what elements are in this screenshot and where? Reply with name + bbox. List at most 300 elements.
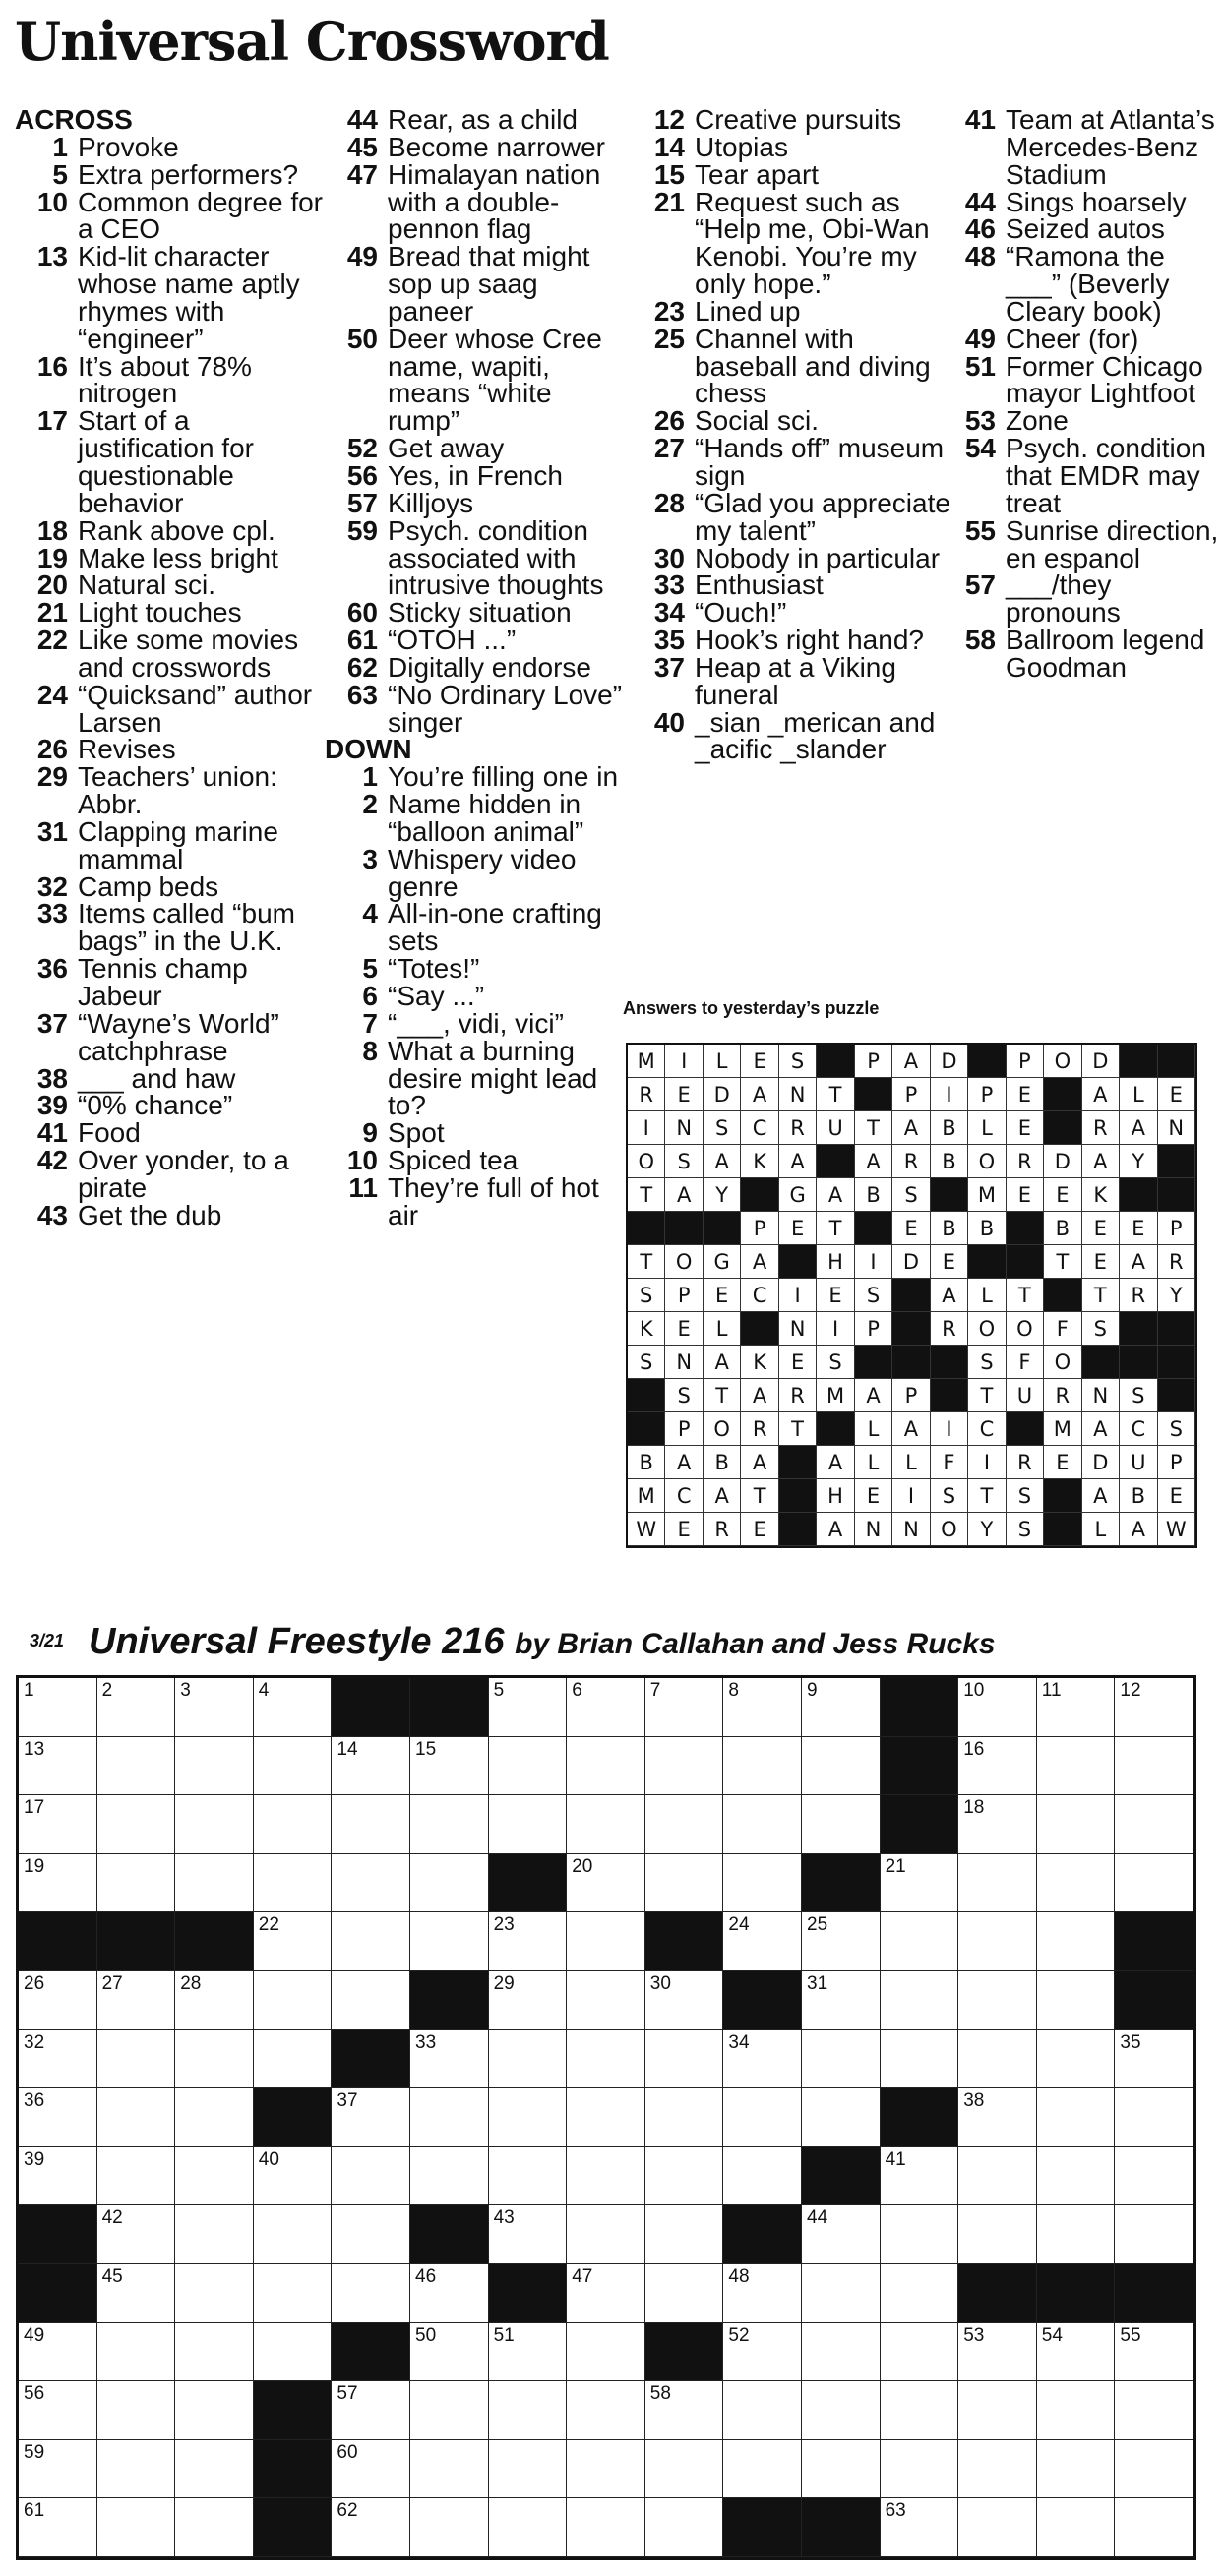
across-clue-56	[325, 459, 630, 491]
answer-cell: K	[741, 1145, 778, 1178]
grid-cell[interactable]	[958, 2088, 1037, 2147]
grid-cell[interactable]	[97, 1971, 176, 2030]
grid-cell[interactable]	[881, 2498, 959, 2557]
answer-black-square	[779, 1479, 817, 1513]
grid-cell[interactable]	[645, 2264, 724, 2323]
answer-black-square	[892, 1312, 930, 1346]
grid-cell[interactable]	[567, 2088, 645, 2147]
grid-cell[interactable]	[881, 2323, 959, 2382]
grid-cell[interactable]	[1115, 1854, 1193, 1913]
grid-cell[interactable]	[723, 2264, 802, 2323]
answer-cell: P	[741, 1212, 778, 1245]
clue-text: Sings hoarsely	[1006, 186, 1187, 217]
grid-cell[interactable]	[1115, 2088, 1193, 2147]
across-clue-52	[325, 435, 630, 462]
grid-cell[interactable]	[410, 2498, 489, 2557]
clue-number: 49	[346, 241, 378, 272]
answer-cell: H	[817, 1245, 854, 1279]
puzzle-byline: by Brian Callahan and Jess Rucks	[515, 1628, 996, 1660]
grid-cell[interactable]	[489, 1971, 568, 2030]
grid-cell[interactable]	[332, 2205, 410, 2264]
clue-text: Killjoys	[388, 487, 474, 518]
answer-cell: P	[1007, 1045, 1044, 1078]
grid-cell[interactable]	[645, 2088, 724, 2147]
across-clue-41	[15, 1119, 330, 1147]
grid-cell[interactable]	[410, 2088, 489, 2147]
grid-cell[interactable]	[567, 2440, 645, 2499]
answer-cell: R	[741, 1412, 778, 1446]
grid-cell[interactable]	[881, 1912, 959, 1971]
grid-cell[interactable]	[567, 1912, 645, 1971]
grid-cell[interactable]	[254, 1971, 333, 2030]
grid-cell[interactable]	[567, 2381, 645, 2440]
clue-number: 3	[362, 843, 378, 874]
cell-number: 37	[337, 2090, 358, 2112]
grid-cell[interactable]	[645, 1795, 724, 1854]
down-clue-28	[632, 487, 956, 546]
grid-cell[interactable]	[1037, 2440, 1116, 2499]
answer-cell: E	[855, 1479, 892, 1513]
grid-cell[interactable]	[958, 1854, 1037, 1913]
grid-cell[interactable]	[19, 2147, 97, 2206]
grid-cell[interactable]	[1037, 1971, 1116, 2030]
grid-cell[interactable]	[410, 2323, 489, 2382]
grid-cell[interactable]	[410, 2147, 489, 2206]
down-clue-53	[943, 407, 1224, 435]
grid-cell[interactable]	[881, 1971, 959, 2030]
grid-cell[interactable]	[1037, 2088, 1116, 2147]
grid-cell[interactable]	[97, 1737, 176, 1796]
clue-number: 27	[653, 433, 685, 464]
answer-cell: U	[817, 1111, 854, 1145]
cell-number: 19	[24, 1855, 45, 1877]
answer-cell: E	[1044, 1446, 1081, 1479]
answer-cell: E	[1082, 1212, 1120, 1245]
grid-cell[interactable]	[567, 2147, 645, 2206]
answer-cell: B	[1120, 1479, 1157, 1513]
answer-cell: A	[817, 1513, 854, 1546]
grid-cell[interactable]	[19, 1737, 97, 1796]
grid-cell[interactable]	[97, 2323, 176, 2382]
grid-cell[interactable]	[958, 2498, 1037, 2557]
grid-cell[interactable]	[19, 1678, 97, 1737]
grid-cell[interactable]	[881, 2147, 959, 2206]
grid-cell[interactable]	[1037, 2030, 1116, 2089]
grid-cell[interactable]	[1115, 2323, 1193, 2382]
grid-cell[interactable]	[567, 1795, 645, 1854]
cell-number: 50	[415, 2324, 437, 2346]
down-clue-34	[632, 599, 956, 627]
cell-number: 7	[649, 1680, 661, 1701]
grid-cell[interactable]	[332, 1854, 410, 1913]
black-square	[19, 2264, 97, 2323]
grid-cell[interactable]	[1037, 1854, 1116, 1913]
grid-cell[interactable]	[489, 1795, 568, 1854]
grid-cell[interactable]	[958, 1912, 1037, 1971]
cell-number: 61	[24, 2500, 45, 2522]
grid-cell[interactable]	[175, 2088, 254, 2147]
grid-cell[interactable]	[881, 2381, 959, 2440]
down-clue-41	[943, 106, 1224, 189]
grid-cell[interactable]	[489, 2030, 568, 2089]
grid-cell[interactable]	[175, 1737, 254, 1796]
grid-cell[interactable]	[175, 2264, 254, 2323]
cell-number: 58	[649, 2383, 671, 2405]
grid-cell[interactable]	[410, 2381, 489, 2440]
grid-cell[interactable]	[958, 2205, 1037, 2264]
answer-black-square	[855, 1212, 892, 1245]
answer-cell: B	[855, 1178, 892, 1212]
grid-cell[interactable]	[958, 2030, 1037, 2089]
answer-cell: B	[1044, 1212, 1081, 1245]
grid-cell[interactable]	[254, 2323, 333, 2382]
grid-cell[interactable]	[97, 2440, 176, 2499]
grid-cell[interactable]	[19, 2440, 97, 2499]
grid-cell[interactable]	[254, 1795, 333, 1854]
grid-cell[interactable]	[1115, 2205, 1193, 2264]
grid-cell[interactable]	[645, 1737, 724, 1796]
across-clue-39	[15, 1092, 330, 1119]
answer-cell: C	[968, 1412, 1006, 1446]
grid-cell[interactable]	[175, 2323, 254, 2382]
answer-cell: N	[1082, 1379, 1120, 1412]
across-clue-22	[15, 627, 330, 682]
answer-cell: S	[628, 1346, 665, 1379]
grid-cell[interactable]	[1115, 1678, 1193, 1737]
grid-cell[interactable]	[332, 2147, 410, 2206]
grid-cell[interactable]	[567, 1737, 645, 1796]
grid-cell[interactable]	[1037, 2498, 1116, 2557]
answer-black-square	[817, 1145, 854, 1178]
grid-cell[interactable]	[723, 2088, 802, 2147]
grid-cell[interactable]	[881, 2030, 959, 2089]
answer-black-square	[817, 1412, 854, 1446]
answer-cell: R	[1007, 1446, 1044, 1479]
grid-cell[interactable]	[645, 1971, 724, 2030]
grid-cell[interactable]	[723, 1854, 802, 1913]
grid-cell[interactable]	[802, 1737, 881, 1796]
grid-cell[interactable]	[567, 2323, 645, 2382]
down-clue-46	[943, 215, 1224, 243]
grid-cell[interactable]	[723, 1737, 802, 1796]
grid-cell[interactable]	[1115, 2440, 1193, 2499]
grid-cell[interactable]	[645, 1678, 724, 1737]
grid-cell[interactable]	[97, 2264, 176, 2323]
cell-number: 18	[963, 1797, 985, 1819]
cell-number: 53	[963, 2324, 985, 2346]
grid-cell[interactable]	[489, 2088, 568, 2147]
answer-cell: G	[779, 1178, 817, 1212]
grid-cell[interactable]	[1115, 1795, 1193, 1854]
grid-cell[interactable]	[802, 2088, 881, 2147]
grid-cell[interactable]	[1037, 1912, 1116, 1971]
grid-cell[interactable]	[802, 2440, 881, 2499]
grid-cell[interactable]	[254, 2205, 333, 2264]
grid-cell[interactable]	[1037, 1795, 1116, 1854]
grid-cell[interactable]	[332, 1737, 410, 1796]
answer-cell: D	[1082, 1045, 1120, 1078]
answer-cell: N	[779, 1312, 817, 1346]
grid-cell[interactable]	[254, 1912, 333, 1971]
clue-number: 44	[346, 104, 378, 135]
across-clue-29	[15, 763, 330, 818]
grid-cell[interactable]	[567, 2498, 645, 2557]
grid-cell[interactable]	[489, 2147, 568, 2206]
grid-cell[interactable]	[723, 2147, 802, 2206]
grid-cell[interactable]	[332, 2381, 410, 2440]
grid-cell[interactable]	[175, 1971, 254, 2030]
grid-cell[interactable]	[19, 1971, 97, 2030]
answer-cell: O	[1044, 1045, 1081, 1078]
grid-cell[interactable]	[19, 2030, 97, 2089]
answer-cell: K	[741, 1346, 778, 1379]
grid-cell[interactable]	[175, 2498, 254, 2557]
grid-cell[interactable]	[97, 2205, 176, 2264]
grid-cell[interactable]	[567, 2205, 645, 2264]
grid-cell[interactable]	[645, 2440, 724, 2499]
down-clue-25	[632, 323, 956, 409]
grid-cell[interactable]	[1115, 2147, 1193, 2206]
grid-cell[interactable]	[567, 1854, 645, 1913]
answer-cell: K	[628, 1312, 665, 1346]
cell-number: 13	[24, 1738, 45, 1760]
grid-cell[interactable]	[97, 2030, 176, 2089]
grid-cell[interactable]	[1115, 2030, 1193, 2089]
grid-cell[interactable]	[489, 1678, 568, 1737]
grid-cell[interactable]	[1037, 2147, 1116, 2206]
grid-cell[interactable]	[254, 1854, 333, 1913]
answer-black-square	[1158, 1346, 1195, 1379]
grid-cell[interactable]	[254, 1737, 333, 1796]
grid-cell[interactable]	[410, 2440, 489, 2499]
across-clue-33	[15, 900, 330, 955]
grid-cell[interactable]	[410, 1912, 489, 1971]
grid-cell[interactable]	[881, 2440, 959, 2499]
grid-cell[interactable]	[567, 2264, 645, 2323]
clue-text: Psych. condition associated with intrusive thoughts	[388, 514, 604, 601]
grid-cell[interactable]	[645, 2381, 724, 2440]
clue-text: Heap at a Viking funeral	[695, 651, 896, 710]
grid-cell[interactable]	[175, 2205, 254, 2264]
answer-black-square	[1044, 1111, 1081, 1145]
across-clue-57	[325, 487, 630, 518]
black-square	[332, 2030, 410, 2089]
black-square	[254, 2440, 333, 2499]
answer-black-square	[892, 1346, 930, 1379]
grid-cell[interactable]	[410, 1854, 489, 1913]
grid-cell[interactable]	[802, 1912, 881, 1971]
grid-cell[interactable]	[175, 1795, 254, 1854]
grid-cell[interactable]	[410, 2264, 489, 2323]
answer-cell: R	[628, 1078, 665, 1111]
grid-cell[interactable]	[332, 1971, 410, 2030]
grid-cell[interactable]	[1037, 1737, 1116, 1796]
grid-cell[interactable]	[802, 2381, 881, 2440]
grid-cell[interactable]	[802, 2323, 881, 2382]
grid-cell[interactable]	[723, 2323, 802, 2382]
cell-number: 45	[101, 2266, 123, 2287]
grid-cell[interactable]	[254, 2030, 333, 2089]
grid-cell[interactable]	[802, 1795, 881, 1854]
clue-number: 23	[653, 295, 685, 327]
grid-cell[interactable]	[97, 1678, 176, 1737]
grid-cell[interactable]	[1115, 2381, 1193, 2440]
grid-cell[interactable]	[19, 2323, 97, 2382]
grid-cell[interactable]	[97, 2381, 176, 2440]
grid-cell[interactable]	[723, 1678, 802, 1737]
grid-cell[interactable]	[802, 2205, 881, 2264]
grid-cell[interactable]	[1037, 2381, 1116, 2440]
grid-cell[interactable]	[958, 2440, 1037, 2499]
clue-text: Social sci.	[695, 405, 820, 437]
answer-cell: T	[817, 1078, 854, 1111]
answer-black-square	[968, 1045, 1006, 1078]
grid-cell[interactable]	[645, 1854, 724, 1913]
answer-black-square	[968, 1245, 1006, 1279]
grid-cell[interactable]	[881, 2264, 959, 2323]
grid-cell[interactable]	[175, 2440, 254, 2499]
grid-cell[interactable]	[332, 1912, 410, 1971]
black-square	[19, 2205, 97, 2264]
grid-cell[interactable]	[958, 1971, 1037, 2030]
grid-cell[interactable]	[802, 1971, 881, 2030]
black-square	[489, 1854, 568, 1913]
answer-black-square	[779, 1245, 817, 1279]
grid-cell[interactable]	[97, 2088, 176, 2147]
grid-cell[interactable]	[175, 2147, 254, 2206]
grid-cell[interactable]	[802, 2264, 881, 2323]
grid-cell[interactable]	[410, 2030, 489, 2089]
grid-cell[interactable]	[645, 2030, 724, 2089]
grid-cell[interactable]	[175, 2381, 254, 2440]
answer-cell: Y	[704, 1178, 741, 1212]
grid-cell[interactable]	[175, 1854, 254, 1913]
clue-text: ___/they pronouns	[1006, 569, 1121, 629]
answer-cell: L	[704, 1045, 741, 1078]
grid-cell[interactable]	[958, 2381, 1037, 2440]
grid-cell[interactable]	[958, 2323, 1037, 2382]
grid-cell[interactable]	[567, 2030, 645, 2089]
down-clue-10	[325, 1147, 630, 1174]
grid-cell[interactable]	[97, 2147, 176, 2206]
answer-cell: P	[892, 1379, 930, 1412]
clue-number: 53	[964, 405, 996, 437]
answer-cell: D	[1082, 1446, 1120, 1479]
clue-number: 42	[36, 1145, 68, 1176]
grid-cell[interactable]	[19, 2381, 97, 2440]
grid-cell[interactable]	[881, 2205, 959, 2264]
clue-number: 45	[346, 131, 378, 162]
answer-cell: A	[892, 1045, 930, 1078]
grid-cell[interactable]	[958, 1678, 1037, 1737]
grid-cell[interactable]	[332, 2088, 410, 2147]
grid-cell[interactable]	[332, 2264, 410, 2323]
answer-cell: D	[1044, 1145, 1081, 1178]
clue-text: Deer whose Cree name, wapiti, means “white rump”	[388, 323, 602, 437]
grid-cell[interactable]	[175, 1678, 254, 1737]
clue-text: “Wayne’s World” catchphrase	[78, 1007, 279, 1066]
grid-cell[interactable]	[254, 2147, 333, 2206]
grid-cell[interactable]	[958, 2147, 1037, 2206]
grid-cell[interactable]	[19, 2088, 97, 2147]
grid-cell[interactable]	[254, 2264, 333, 2323]
grid-cell[interactable]	[645, 2498, 724, 2557]
across-clue-59	[325, 514, 630, 601]
grid-cell[interactable]	[489, 1912, 568, 1971]
grid-cell[interactable]	[881, 1854, 959, 1913]
across-clue-10	[15, 186, 330, 245]
cell-number: 40	[258, 2148, 279, 2170]
grid-cell[interactable]	[567, 1678, 645, 1737]
grid-cell[interactable]	[1037, 2205, 1116, 2264]
grid-cell[interactable]	[1115, 1737, 1193, 1796]
down-clue-48	[943, 243, 1224, 326]
grid-cell[interactable]	[958, 1737, 1037, 1796]
grid-cell[interactable]	[19, 2498, 97, 2557]
answer-cell: E	[1120, 1212, 1157, 1245]
grid-cell[interactable]	[410, 1795, 489, 1854]
grid-cell[interactable]	[489, 2498, 568, 2557]
black-square	[332, 2323, 410, 2382]
grid-cell[interactable]	[1037, 1678, 1116, 1737]
grid-cell[interactable]	[19, 1854, 97, 1913]
clue-text: Get the dub	[78, 1199, 222, 1230]
answer-cell: E	[1007, 1078, 1044, 1111]
grid-cell[interactable]	[802, 2030, 881, 2089]
grid-cell[interactable]	[97, 1795, 176, 1854]
answer-black-square	[1120, 1312, 1157, 1346]
answer-cell: E	[779, 1346, 817, 1379]
grid-cell[interactable]	[567, 1971, 645, 2030]
grid-cell[interactable]	[802, 1678, 881, 1737]
grid-cell[interactable]	[958, 1795, 1037, 1854]
grid-cell[interactable]	[645, 2147, 724, 2206]
answer-cell: O	[665, 1245, 703, 1279]
grid-cell[interactable]	[489, 1737, 568, 1796]
grid-cell[interactable]	[97, 2498, 176, 2557]
cell-number: 2	[101, 1680, 113, 1701]
grid-cell[interactable]	[332, 2498, 410, 2557]
grid-cell[interactable]	[723, 1912, 802, 1971]
grid-cell[interactable]	[1115, 2498, 1193, 2557]
grid-cell[interactable]	[332, 2440, 410, 2499]
grid-cell[interactable]	[723, 1795, 802, 1854]
grid-cell[interactable]	[175, 2030, 254, 2089]
grid-cell[interactable]	[254, 1678, 333, 1737]
cell-number: 26	[24, 1973, 45, 1994]
answer-black-square	[665, 1212, 703, 1245]
grid-cell[interactable]	[723, 2381, 802, 2440]
grid-cell[interactable]	[332, 1795, 410, 1854]
clue-text: Revises	[78, 734, 176, 765]
clue-text: Items called “bum bags” in the U.K.	[78, 898, 295, 957]
answer-cell: L	[1120, 1078, 1157, 1111]
grid-cell[interactable]	[489, 2381, 568, 2440]
grid-cell[interactable]	[1037, 2323, 1116, 2382]
grid-cell[interactable]	[645, 2205, 724, 2264]
grid-cell[interactable]	[410, 1737, 489, 1796]
clue-text: Enthusiast	[695, 569, 824, 601]
grid-cell[interactable]	[489, 2205, 568, 2264]
answer-cell: R	[931, 1312, 968, 1346]
grid-cell[interactable]	[19, 1795, 97, 1854]
answer-cell: M	[817, 1379, 854, 1412]
grid-cell[interactable]	[489, 2323, 568, 2382]
grid-cell[interactable]	[723, 2030, 802, 2089]
grid-cell[interactable]	[97, 1854, 176, 1913]
grid-cell[interactable]	[489, 2440, 568, 2499]
grid-cell[interactable]	[723, 2440, 802, 2499]
